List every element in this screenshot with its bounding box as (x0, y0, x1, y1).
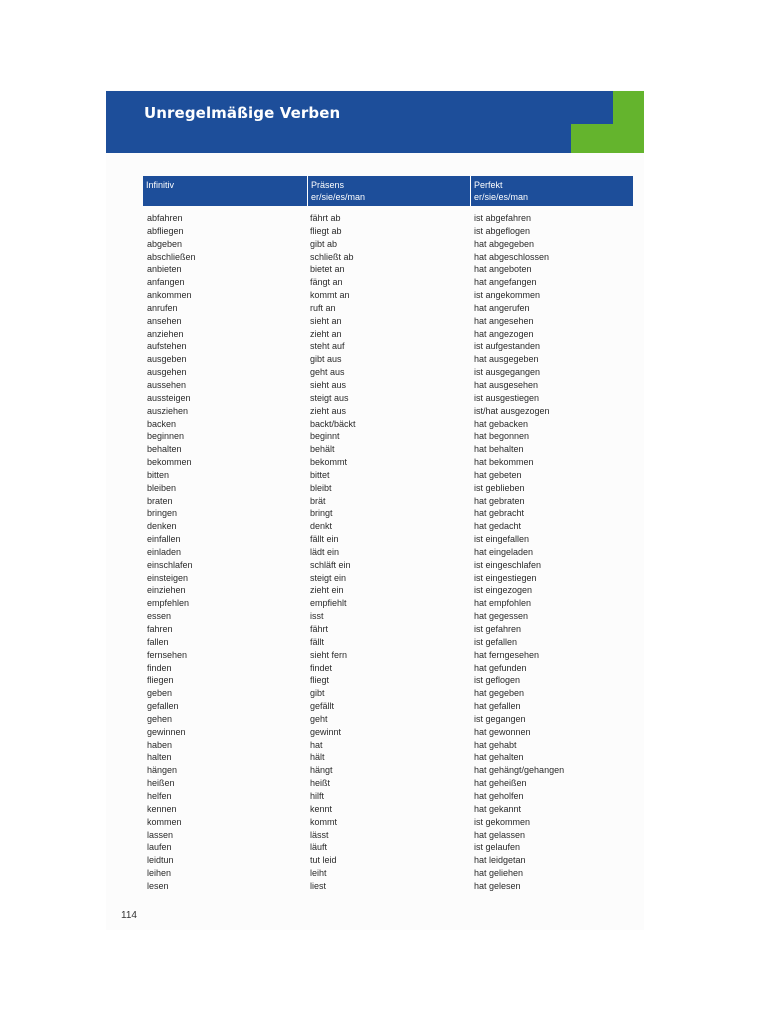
cell-infinitiv: abgeben (147, 238, 183, 249)
table-row (147, 867, 627, 880)
cell-infinitiv: abschließen (147, 251, 196, 262)
cell-perfekt: hat gegessen (474, 611, 529, 622)
cell-praesens: isst (310, 611, 324, 622)
table-row (147, 662, 627, 675)
cell-praesens: fährt ab (310, 213, 341, 223)
cell-praesens: kennt (310, 803, 333, 814)
cell-praesens: sieht an (310, 315, 342, 326)
table-row (147, 751, 627, 764)
cell-praesens: backt/bäckt (310, 418, 356, 429)
cell-praesens: beginnt (310, 431, 340, 442)
table-row (147, 687, 627, 700)
cell-perfekt: hat gegeben (474, 688, 525, 699)
table-row (147, 610, 627, 623)
header-praesens-label: Präsens (311, 180, 345, 190)
cell-perfekt: ist gegangen (474, 713, 526, 724)
cell-perfekt: ist gelaufen (474, 842, 521, 853)
cell-infinitiv: finden (147, 662, 172, 673)
cell-infinitiv: ankommen (147, 290, 192, 301)
cell-praesens: bietet an (310, 264, 345, 275)
cell-praesens: sieht aus (310, 379, 347, 390)
cell-perfekt: ist geflogen (474, 675, 521, 686)
cell-infinitiv: aussehen (147, 379, 187, 390)
cell-infinitiv: kennen (147, 803, 177, 814)
cell-infinitiv: einladen (147, 546, 182, 557)
cell-perfekt: ist gefahren (474, 624, 522, 634)
table-row (147, 674, 627, 687)
header-infinitiv (143, 176, 307, 206)
table-row (147, 495, 627, 508)
table-row (147, 353, 627, 366)
cell-infinitiv: empfehlen (147, 598, 190, 609)
cell-praesens: hilft (310, 790, 325, 801)
cell-praesens: steigt ein (310, 572, 347, 583)
table-row (147, 533, 627, 546)
cell-perfekt: hat gebracht (474, 508, 525, 519)
cell-perfekt: ist angekommen (474, 290, 541, 301)
cell-infinitiv: abfahren (147, 213, 183, 223)
cell-perfekt: hat gehalten (474, 752, 524, 763)
table-row (147, 636, 627, 649)
table-row (147, 276, 627, 289)
cell-praesens: gefällt (310, 701, 335, 712)
cell-praesens: findet (310, 662, 333, 673)
cell-perfekt: hat angesehen (474, 315, 534, 326)
cell-praesens: leiht (310, 868, 327, 879)
cell-perfekt: hat begonnen (474, 431, 530, 442)
cell-perfekt: hat gebraten (474, 495, 525, 506)
cell-perfekt: ist eingefallen (474, 534, 530, 545)
table-row (147, 456, 627, 469)
cell-infinitiv: braten (147, 495, 173, 506)
cell-perfekt: ist aufgestanden (474, 341, 541, 352)
cell-infinitiv: ansehen (147, 315, 182, 326)
cell-infinitiv: leihen (147, 868, 172, 879)
cell-perfekt: ist ausgestiegen (474, 392, 540, 403)
table-row (147, 623, 627, 636)
cell-perfekt: hat abgegeben (474, 238, 535, 249)
table-row (147, 597, 627, 610)
table-row (147, 790, 627, 803)
cell-infinitiv: behalten (147, 444, 182, 455)
header-praesens (307, 176, 470, 206)
cell-infinitiv: ausziehen (147, 405, 189, 416)
cell-praesens: denkt (310, 521, 333, 532)
cell-infinitiv: anfangen (147, 277, 185, 288)
table-row (147, 713, 627, 726)
table-row (147, 816, 627, 829)
cell-praesens: gibt ab (310, 238, 338, 249)
cell-perfekt: ist/hat ausgezogen (474, 405, 550, 416)
cell-perfekt: hat angerufen (474, 302, 530, 313)
cell-perfekt: ist eingezogen (474, 585, 533, 596)
cell-infinitiv: bekommen (147, 457, 192, 468)
cell-infinitiv: fahren (147, 624, 173, 634)
table-row (147, 392, 627, 405)
cell-perfekt: hat eingeladen (474, 546, 534, 557)
cell-perfekt: hat gekannt (474, 803, 522, 814)
cell-perfekt: hat ausgesehen (474, 379, 539, 390)
cell-infinitiv: denken (147, 521, 177, 532)
cell-perfekt: hat ausgegeben (474, 354, 539, 365)
cell-praesens: fliegt ab (310, 225, 342, 236)
cell-infinitiv: essen (147, 611, 172, 622)
cell-perfekt: ist gefallen (474, 636, 518, 647)
cell-perfekt: hat gefallen (474, 701, 521, 712)
cell-perfekt: ist abgefahren (474, 213, 532, 223)
cell-perfekt: hat angefangen (474, 277, 537, 288)
cell-praesens: zieht ein (310, 585, 344, 596)
cell-praesens: bittet (310, 469, 330, 480)
cell-infinitiv: einfallen (147, 534, 181, 545)
cell-perfekt: hat angezogen (474, 328, 534, 339)
cell-praesens: geht aus (310, 367, 345, 378)
header-perfekt-sublabel: er/sie/es/man (474, 192, 529, 202)
cell-infinitiv: laufen (147, 842, 172, 853)
cell-praesens: fällt (310, 636, 325, 647)
cell-infinitiv: bitten (147, 469, 170, 480)
table-row (147, 854, 627, 867)
cell-perfekt: ist eingestiegen (474, 572, 537, 583)
cell-praesens: heißt (310, 778, 331, 789)
table-row (147, 507, 627, 520)
cell-praesens: läuft (310, 842, 328, 853)
cell-infinitiv: fallen (147, 636, 169, 647)
cell-praesens: empfiehlt (310, 598, 347, 609)
page-title: Unregelmäßige Verben (144, 104, 341, 122)
cell-infinitiv: einschlafen (147, 559, 193, 570)
cell-infinitiv: abfliegen (147, 225, 184, 236)
cell-infinitiv: halten (147, 752, 172, 763)
cell-infinitiv: bringen (147, 508, 178, 519)
table-row (147, 726, 627, 739)
cell-praesens: bleibt (310, 482, 332, 493)
cell-infinitiv: geben (147, 688, 173, 699)
cell-infinitiv: hängen (147, 765, 178, 776)
table-row (147, 777, 627, 790)
table-row (147, 520, 627, 533)
cell-infinitiv: gehen (147, 713, 173, 724)
cell-perfekt: hat abgeschlossen (474, 251, 550, 262)
table-row (147, 212, 627, 225)
table-row (147, 739, 627, 752)
table-row (147, 328, 627, 341)
page-number: 114 (121, 910, 137, 921)
cell-infinitiv: lassen (147, 829, 174, 840)
cell-infinitiv: fernsehen (147, 649, 188, 660)
cell-perfekt: hat geholfen (474, 790, 524, 801)
table-row (147, 340, 627, 353)
table-row (147, 238, 627, 251)
table-header (143, 176, 633, 206)
header-perfekt-label: Perfekt (474, 180, 503, 190)
cell-praesens: sieht fern (310, 649, 348, 660)
cell-infinitiv: beginnen (147, 431, 185, 442)
cell-perfekt: hat geliehen (474, 868, 524, 879)
table-row (147, 764, 627, 777)
cell-perfekt: hat empfohlen (474, 598, 532, 609)
banner-notch (571, 91, 613, 124)
table-row (147, 841, 627, 854)
cell-perfekt: hat gelassen (474, 829, 526, 840)
header-infinitiv-label: Infinitiv (146, 180, 175, 190)
cell-infinitiv: anbieten (147, 264, 182, 275)
cell-perfekt: hat behalten (474, 444, 524, 455)
table-row (147, 803, 627, 816)
cell-praesens: liest (310, 880, 327, 891)
cell-praesens: geht (310, 713, 328, 724)
cell-infinitiv: aufstehen (147, 341, 187, 352)
table-row (147, 263, 627, 276)
cell-infinitiv: ausgehen (147, 367, 187, 378)
cell-infinitiv: einziehen (147, 585, 186, 596)
cell-perfekt: hat angeboten (474, 264, 532, 275)
cell-perfekt: hat gefunden (474, 662, 527, 673)
cell-praesens: zieht aus (310, 405, 347, 416)
table-row (147, 584, 627, 597)
table-row (147, 443, 627, 456)
cell-praesens: lässt (310, 829, 329, 840)
cell-praesens: brät (310, 495, 326, 506)
cell-praesens: gibt aus (310, 354, 342, 365)
cell-praesens: steht auf (310, 341, 345, 352)
cell-infinitiv: aussteigen (147, 392, 191, 403)
cell-infinitiv: ausgeben (147, 354, 187, 365)
verb-table-body (147, 212, 627, 893)
table-row (147, 225, 627, 238)
cell-perfekt: hat gedacht (474, 521, 522, 532)
table-row (147, 829, 627, 842)
cell-infinitiv: anrufen (147, 302, 178, 313)
table-row (147, 700, 627, 713)
cell-perfekt: hat ferngesehen (474, 649, 540, 660)
cell-perfekt: ist abgeflogen (474, 225, 531, 236)
cell-infinitiv: bleiben (147, 482, 177, 493)
cell-praesens: tut leid (310, 855, 337, 866)
cell-infinitiv: kommen (147, 816, 182, 827)
table-row (147, 572, 627, 585)
cell-praesens: zieht an (310, 328, 342, 339)
table-row (147, 880, 627, 893)
cell-praesens: fliegt (310, 675, 330, 686)
cell-infinitiv: gewinnen (147, 726, 186, 737)
table-row (147, 315, 627, 328)
cell-perfekt: hat gebeten (474, 469, 522, 480)
cell-praesens: steigt aus (310, 392, 349, 403)
table-row (147, 430, 627, 443)
cell-perfekt: hat gehabt (474, 739, 517, 750)
cell-praesens: behält (310, 444, 335, 455)
cell-praesens: fällt ein (310, 534, 339, 545)
table-row (147, 405, 627, 418)
table-row (147, 649, 627, 662)
table-row (147, 289, 627, 302)
cell-praesens: hängt (310, 765, 333, 776)
table-row (147, 546, 627, 559)
cell-infinitiv: leidtun (147, 855, 174, 866)
cell-infinitiv: lesen (147, 880, 169, 891)
cell-perfekt: ist ausgegangen (474, 367, 541, 378)
cell-perfekt: hat gehängt/gehangen (474, 765, 565, 776)
table-row (147, 302, 627, 315)
cell-perfekt: hat bekommen (474, 457, 534, 468)
cell-praesens: schläft ein (310, 559, 351, 570)
cell-perfekt: ist geblieben (474, 482, 525, 493)
cell-praesens: bekommt (310, 457, 348, 468)
table-row (147, 251, 627, 264)
title-banner (106, 91, 644, 153)
table-row (147, 469, 627, 482)
cell-praesens: ruft an (310, 302, 336, 313)
cell-infinitiv: backen (147, 418, 177, 429)
cell-infinitiv: helfen (147, 790, 172, 801)
cell-praesens: gibt (310, 688, 325, 699)
cell-infinitiv: haben (147, 739, 173, 750)
cell-perfekt: hat gebacken (474, 418, 529, 429)
cell-praesens: gewinnt (310, 726, 342, 737)
cell-infinitiv: gefallen (147, 701, 179, 712)
cell-praesens: lädt ein (310, 546, 340, 557)
header-praesens-sublabel: er/sie/es/man (311, 192, 366, 202)
cell-praesens: bringt (310, 508, 333, 519)
cell-praesens: schließt ab (310, 251, 354, 262)
cell-infinitiv: anziehen (147, 328, 184, 339)
cell-praesens: hat (310, 739, 323, 750)
cell-perfekt: hat leidgetan (474, 855, 526, 866)
table-row (147, 482, 627, 495)
cell-infinitiv: einsteigen (147, 572, 189, 583)
cell-perfekt: hat geheißen (474, 778, 527, 789)
cell-praesens: kommt an (310, 290, 350, 301)
cell-praesens: fährt (310, 624, 329, 634)
cell-perfekt: ist eingeschlafen (474, 559, 542, 570)
table-row (147, 379, 627, 392)
cell-perfekt: ist gekommen (474, 816, 531, 827)
cell-perfekt: hat gewonnen (474, 726, 531, 737)
header-perfekt (470, 176, 633, 206)
cell-praesens: hält (310, 752, 325, 763)
table-row (147, 366, 627, 379)
cell-perfekt: hat gelesen (474, 880, 521, 891)
cell-praesens: fängt an (310, 277, 343, 288)
cell-infinitiv: fliegen (147, 675, 174, 686)
cell-praesens: kommt (310, 816, 337, 827)
cell-infinitiv: heißen (147, 778, 175, 789)
table-row (147, 418, 627, 431)
table-row (147, 559, 627, 572)
